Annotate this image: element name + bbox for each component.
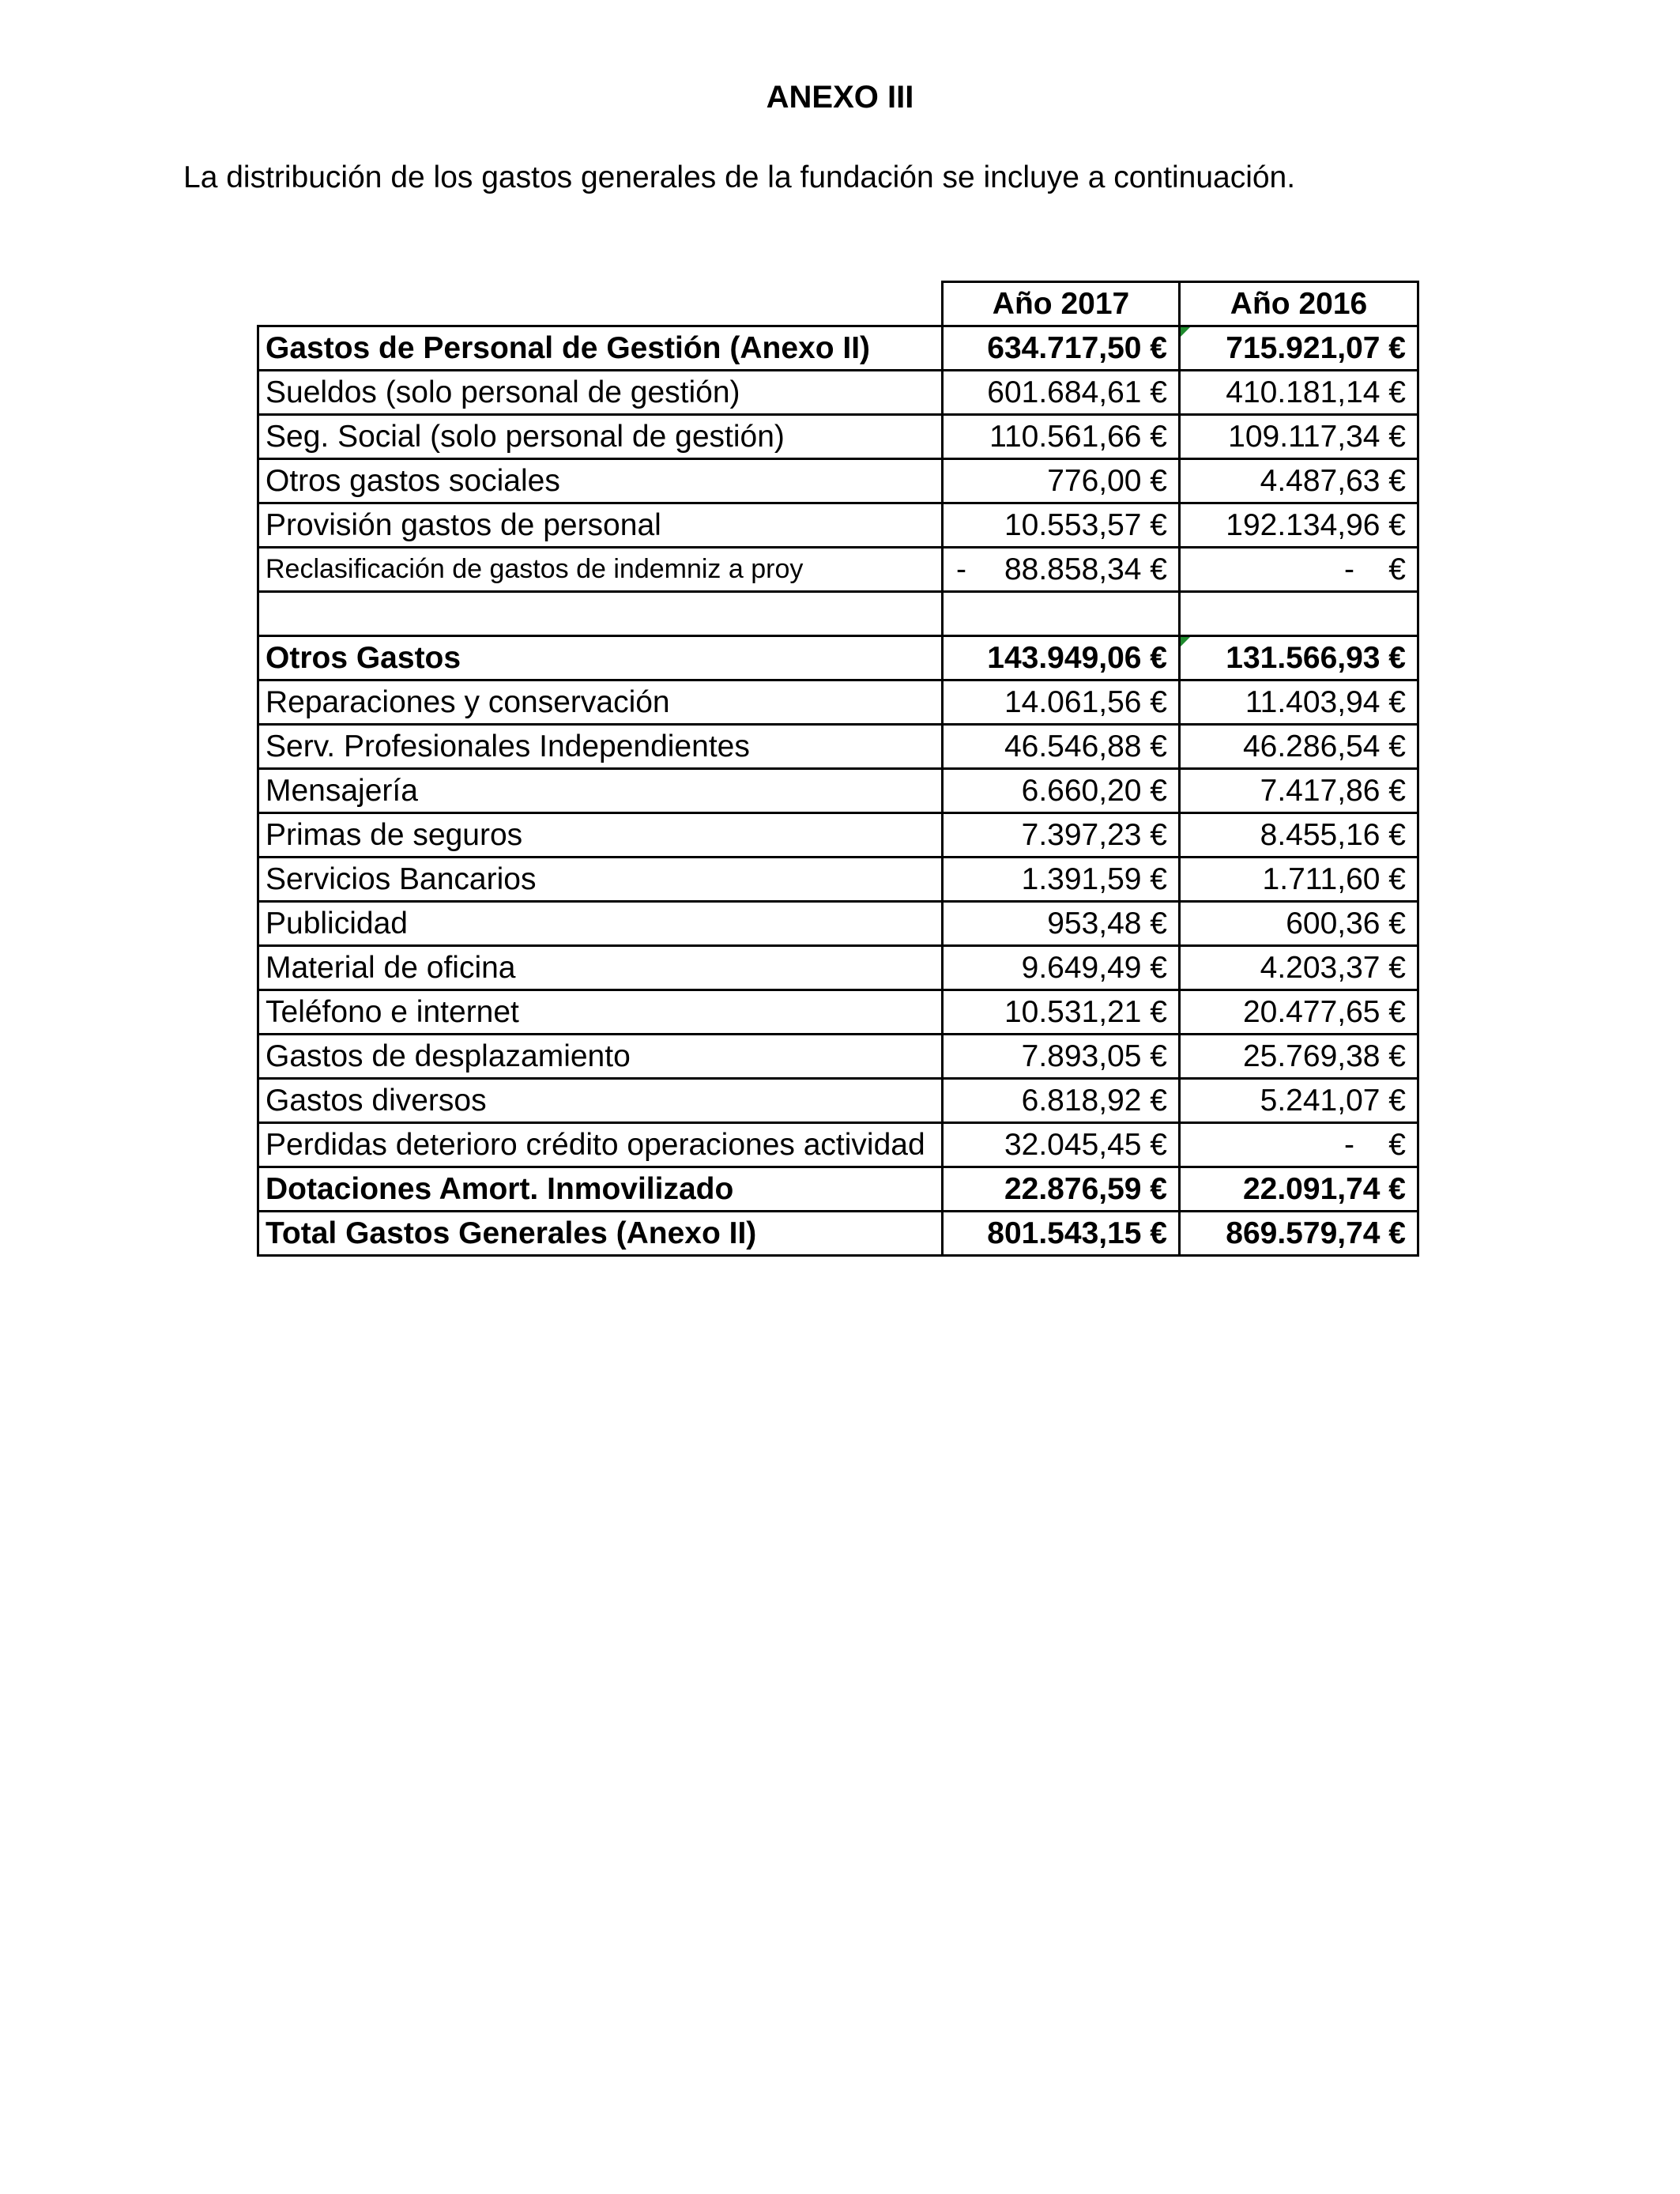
value-2017: 601.684,61 € <box>943 371 1180 415</box>
table-row <box>258 1035 1418 1079</box>
row-label: Perdidas deterioro crédito operaciones actividad <box>258 1123 943 1167</box>
value-2017: 22.876,59 € <box>943 1167 1180 1212</box>
value-2017: 9.649,49 € <box>943 946 1180 990</box>
row-label: Reclasificación de gastos de indemniz a proy <box>258 548 943 592</box>
row-label: Serv. Profesionales Independientes <box>258 725 943 769</box>
row-label: Gastos de Personal de Gestión (Anexo II) <box>258 326 943 371</box>
value-2017 <box>943 592 1180 636</box>
table-row <box>258 1123 1418 1167</box>
value-2016: 4.487,63 € <box>1180 459 1418 503</box>
value-2017: 953,48 € <box>943 902 1180 946</box>
value-2017: 6.660,20 € <box>943 769 1180 813</box>
value-2017: 10.531,21 € <box>943 990 1180 1035</box>
table-row <box>258 548 1418 592</box>
value-2016: 410.181,14 € <box>1180 371 1418 415</box>
value-2016: 1.711,60 € <box>1180 858 1418 902</box>
table-row <box>258 813 1418 858</box>
value-2016: 4.203,37 € <box>1180 946 1418 990</box>
value-2016: 46.286,54 € <box>1180 725 1418 769</box>
value-2016: - € <box>1180 1123 1418 1167</box>
table-row <box>258 769 1418 813</box>
value-2017: 14.061,56 € <box>943 680 1180 725</box>
row-label: Reparaciones y conservación <box>258 680 943 725</box>
row-label: Primas de seguros <box>258 813 943 858</box>
table-row <box>258 1079 1418 1123</box>
table-row <box>258 636 1418 680</box>
table-row <box>258 902 1418 946</box>
value-2016: 131.566,93 € <box>1180 636 1418 680</box>
table-row <box>258 415 1418 459</box>
value-2017-amount: 88.858,34 € <box>1004 552 1167 586</box>
value-2016: 20.477,65 € <box>1180 990 1418 1035</box>
value-2016: 5.241,07 € <box>1180 1079 1418 1123</box>
row-label: Otros Gastos <box>258 636 943 680</box>
row-label: Teléfono e internet <box>258 990 943 1035</box>
table-row <box>258 1167 1418 1212</box>
value-2016: - € <box>1180 548 1418 592</box>
value-2017: 46.546,88 € <box>943 725 1180 769</box>
row-label: Total Gastos Generales (Anexo II) <box>258 1212 943 1256</box>
row-label: Provisión gastos de personal <box>258 503 943 548</box>
intro-paragraph: La distribución de los gastos generales de la fundación se incluye a continuación. <box>183 160 1296 194</box>
value-2016: 715.921,07 € <box>1180 326 1418 371</box>
value-2016: 22.091,74 € <box>1180 1167 1418 1212</box>
value-2017: 10.553,57 € <box>943 503 1180 548</box>
value-2016: 8.455,16 € <box>1180 813 1418 858</box>
negative-sign: - <box>956 552 966 586</box>
row-label: Material de oficina <box>258 946 943 990</box>
column-header-2016: Año 2016 <box>1180 282 1418 326</box>
row-label: Otros gastos sociales <box>258 459 943 503</box>
value-2016: 25.769,38 € <box>1180 1035 1418 1079</box>
table-row <box>258 725 1418 769</box>
value-2017: 32.045,45 € <box>943 1123 1180 1167</box>
table-row <box>258 503 1418 548</box>
value-2016: 192.134,96 € <box>1180 503 1418 548</box>
table-row <box>258 946 1418 990</box>
value-2016: 109.117,34 € <box>1180 415 1418 459</box>
row-label: Sueldos (solo personal de gestión) <box>258 371 943 415</box>
value-2016: 11.403,94 € <box>1180 680 1418 725</box>
value-2017 <box>943 548 1180 592</box>
value-2016 <box>1180 592 1418 636</box>
value-2017: 7.893,05 € <box>943 1035 1180 1079</box>
table-row-total <box>258 1212 1418 1256</box>
table-header-row <box>258 282 1418 326</box>
value-2017: 776,00 € <box>943 459 1180 503</box>
value-2016: 7.417,86 € <box>1180 769 1418 813</box>
row-label: Dotaciones Amort. Inmovilizado <box>258 1167 943 1212</box>
header-corner-cell <box>258 282 943 326</box>
expenses-table <box>257 281 1419 1257</box>
table-row <box>258 858 1418 902</box>
table-row <box>258 326 1418 371</box>
value-2017: 110.561,66 € <box>943 415 1180 459</box>
table-row-empty <box>258 592 1418 636</box>
value-2017: 7.397,23 € <box>943 813 1180 858</box>
value-2016: 600,36 € <box>1180 902 1418 946</box>
row-label <box>258 592 943 636</box>
value-2017: 1.391,59 € <box>943 858 1180 902</box>
table-row <box>258 990 1418 1035</box>
value-2017: 634.717,50 € <box>943 326 1180 371</box>
table-row <box>258 680 1418 725</box>
row-label: Mensajería <box>258 769 943 813</box>
column-header-2017: Año 2017 <box>943 282 1180 326</box>
page-title: ANEXO III <box>766 80 914 115</box>
value-2017: 143.949,06 € <box>943 636 1180 680</box>
table-row <box>258 459 1418 503</box>
value-2017: 801.543,15 € <box>943 1212 1180 1256</box>
row-label: Seg. Social (solo personal de gestión) <box>258 415 943 459</box>
row-label: Servicios Bancarios <box>258 858 943 902</box>
row-label: Publicidad <box>258 902 943 946</box>
row-label: Gastos de desplazamiento <box>258 1035 943 1079</box>
row-label: Gastos diversos <box>258 1079 943 1123</box>
table-row <box>258 371 1418 415</box>
value-2016: 869.579,74 € <box>1180 1212 1418 1256</box>
value-2017: 6.818,92 € <box>943 1079 1180 1123</box>
